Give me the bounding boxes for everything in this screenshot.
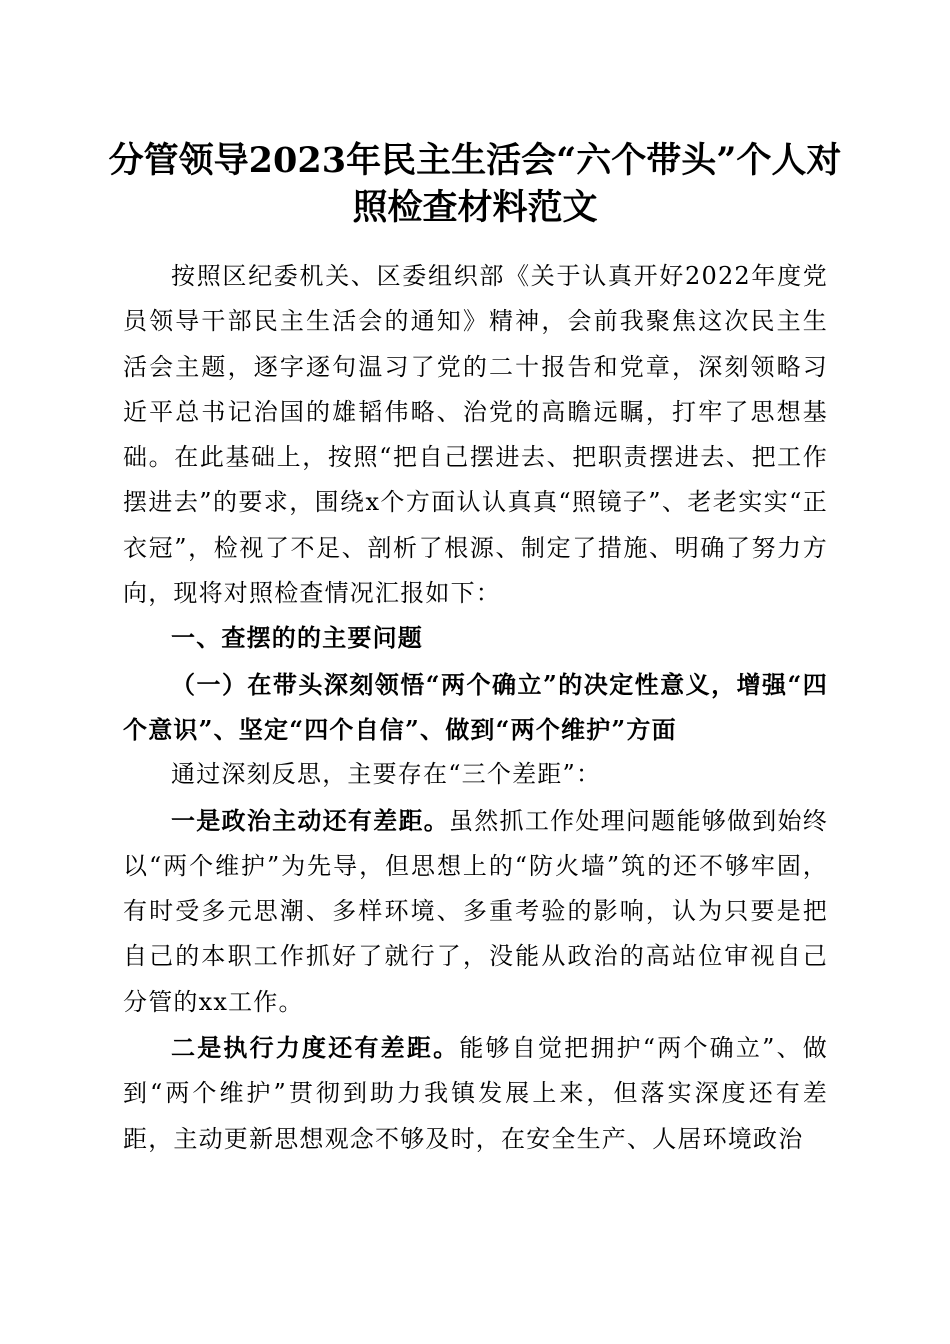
point-2-paragraph <box>123 1025 828 1162</box>
point-1-lead: 一是政治主动还有差距。 <box>171 805 449 835</box>
point-1-text: 虽然抓工作处理问题能够做到始终以“两个维护”为先导，但思想上的“防火墙”筑的还不够牢固，有时受多元思潮、多样环境、多重考验的影响，认为只要是把自己的本职工作抓好了就行了，没能从政治的高站位审视自己分管的xx工作。 <box>123 806 829 1016</box>
summary-paragraph: 通过深刻反思，主要存在“三个差距”： <box>171 760 602 789</box>
document-body <box>123 254 828 1162</box>
section-heading-1: 一、查摆的的主要问题 <box>171 624 423 653</box>
point-2-lead: 二是执行力度还有差距。 <box>171 1033 460 1063</box>
point-2-text: 能够自觉把拥护“两个确立”、做到“两个维护”贯彻到助力我镇发展上来，但落实深度还有差距，主动更新思想观念不够及时，在安全生产、人居环境政治 <box>123 1034 828 1153</box>
document-title: 分管领导2023年民主生活会“六个带头”个人对照检查材料范文 <box>108 140 842 228</box>
intro-paragraph: 按照区纪委机关、区委组织部《关于认真开好2022年度党员领导干部民主生活会的通知》精神，会前我聚焦这次民主生活会主题，逐字逐句温习了党的二十报告和党章，深刻领略习近平总书记治国的雄韬伟略、治党的高瞻远瞩，打牢了思想基础。在此基础上，按照“把自己摆进去、把职责摆进去、把工作摆进去”的要求，围绕x个方面认认真真“照镜子”、老老实实“正衣冠”，检视了不足、剖析了根源、制定了措施、明确了努力方向，现将对照检查情况汇报如下： <box>123 262 828 608</box>
point-1-paragraph <box>123 798 828 1025</box>
subsection-heading-1: （一）在带头深刻领悟“两个确立”的决定性意义，增强“四个意识”、坚定“四个自信”、做到“两个维护”方面 <box>123 669 828 744</box>
